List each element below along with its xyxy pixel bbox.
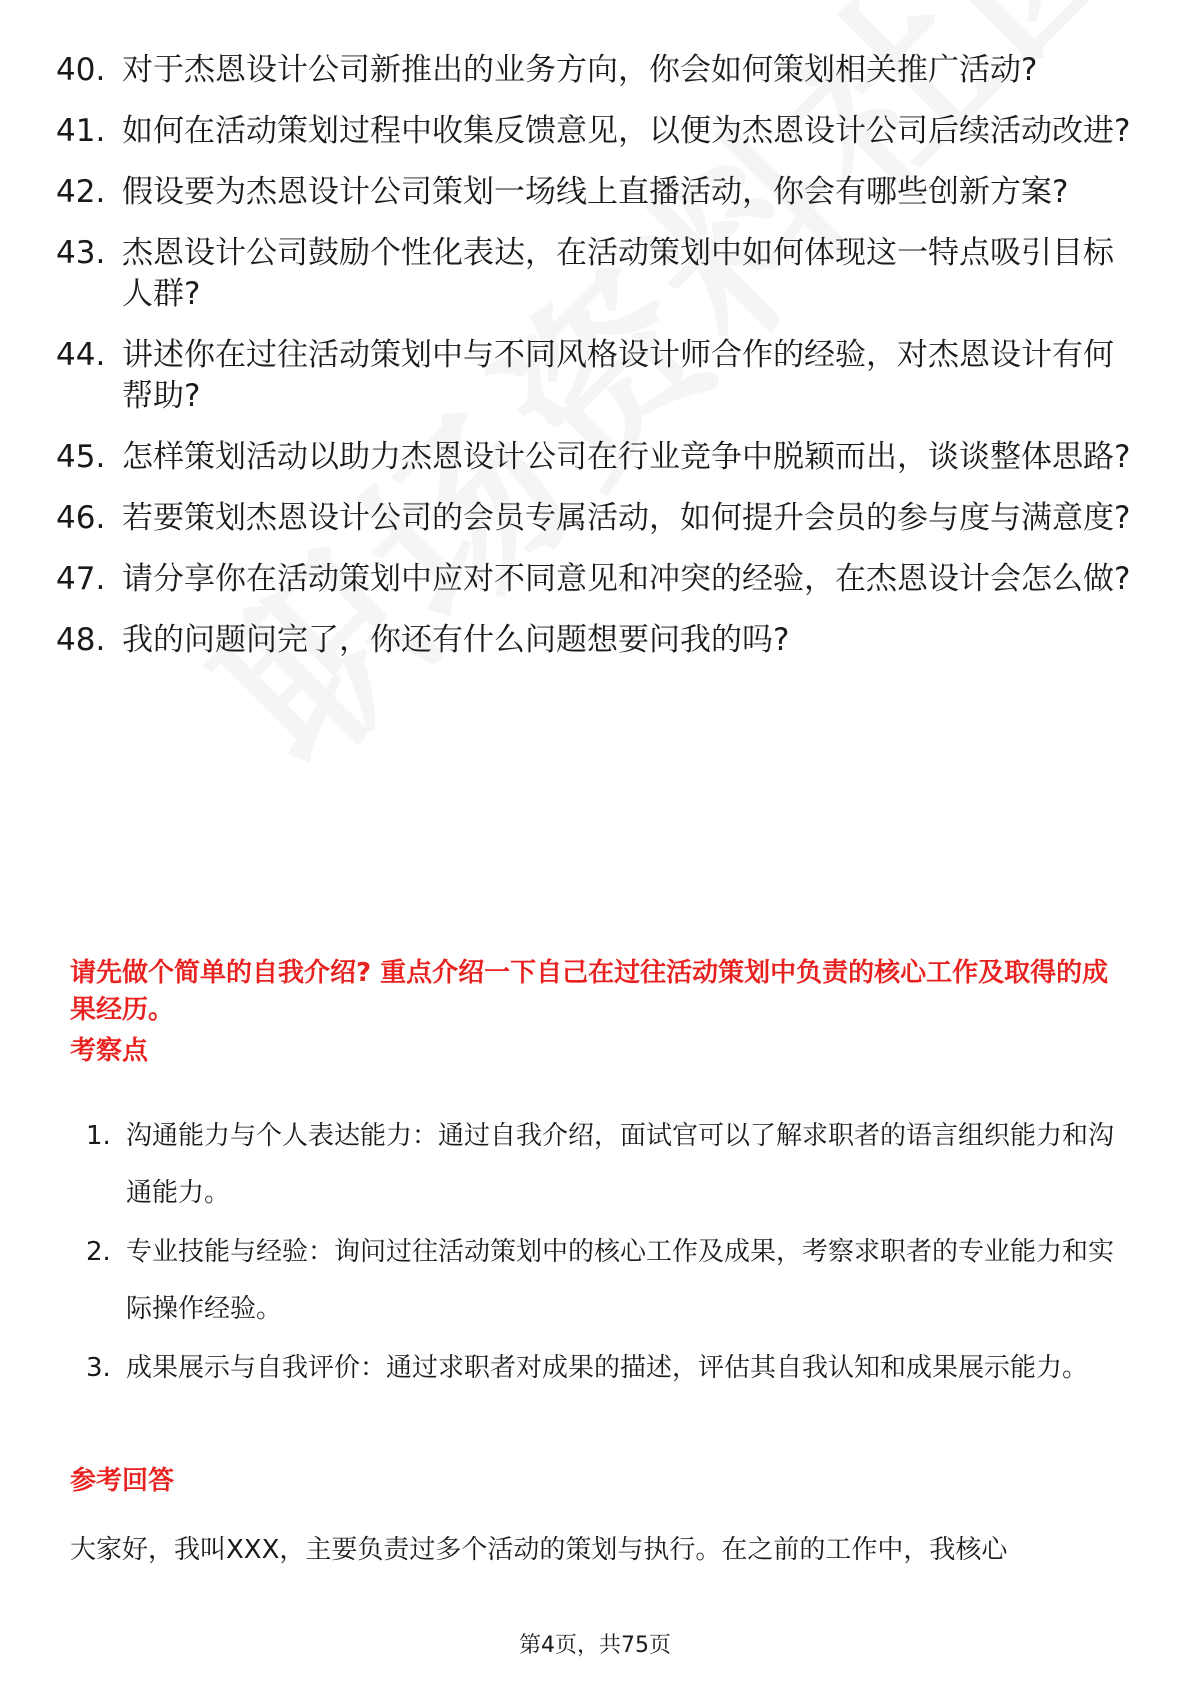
question-text: 请分享你在活动策划中应对不同意见和冲突的经验，在杰恩设计会怎么做?: [122, 561, 1131, 597]
question-item: [56, 233, 1136, 315]
question-number: 48.: [56, 622, 106, 658]
question-text: 讲述你在过往活动策划中与不同风格设计师合作的经验，对杰恩设计有何帮助?: [122, 337, 1114, 414]
focus-point-number: 2.: [86, 1237, 111, 1267]
question-item: [56, 50, 1136, 91]
answer-text: 大家好，我叫XXX，主要负责过多个活动的策划与执行。在之前的工作中，我核心: [70, 1535, 1008, 1565]
focus-points-list: [86, 1108, 1126, 1399]
focus-point: [86, 1224, 1126, 1338]
question-text: 假设要为杰恩设计公司策划一场线上直播活动，你会有哪些创新方案?: [122, 174, 1069, 210]
question-item: [56, 559, 1136, 600]
question-item: [56, 111, 1136, 152]
question-item: [56, 498, 1136, 539]
question-text: 对于杰恩设计公司新推出的业务方向，你会如何策划相关推广活动?: [122, 52, 1038, 88]
question-number: 40.: [56, 52, 106, 88]
question-text: 怎样策划活动以助力杰恩设计公司在行业竞争中脱颖而出，谈谈整体思路?: [122, 439, 1131, 475]
question-number: 45.: [56, 439, 106, 475]
question-item: [56, 335, 1136, 417]
question-item: [56, 172, 1136, 213]
question-item: [56, 437, 1136, 478]
focus-point-number: 3.: [86, 1353, 111, 1383]
question-number: 46.: [56, 500, 106, 536]
question-text: 若要策划杰恩设计公司的会员专属活动，如何提升会员的参与度与满意度?: [122, 500, 1131, 536]
focus-point-text: 专业技能与经验：询问过往活动策划中的核心工作及成果，考察求职者的专业能力和实际操作经验。: [126, 1237, 1115, 1324]
question-number: 42.: [56, 174, 106, 210]
focus-point: [86, 1108, 1126, 1222]
question-item: [56, 620, 1136, 661]
question-number: 41.: [56, 113, 106, 149]
page-footer: 第4页，共75页: [519, 1633, 671, 1658]
answer-heading: 参考回答: [70, 1466, 175, 1496]
question-number: 43.: [56, 235, 106, 271]
focus-point-text: 沟通能力与个人表达能力：通过自我介绍，面试官可以了解求职者的语言组织能力和沟通能力。: [126, 1121, 1115, 1208]
question-list: [56, 50, 1136, 681]
question-text: 如何在活动策划过程中收集反馈意见，以便为杰恩设计公司后续活动改进?: [122, 113, 1131, 149]
focus-point-number: 1.: [86, 1121, 111, 1151]
focus-point: [86, 1340, 1126, 1397]
focus-heading: 考察点: [70, 1036, 149, 1066]
interview-question-heading: 请先做个简单的自我介绍? 重点介绍一下自己在过往活动策划中负责的核心工作及取得的成果经历。: [70, 958, 1109, 1025]
question-text: 我的问题问完了，你还有什么问题想要问我的吗?: [122, 622, 790, 658]
focus-point-text: 成果展示与自我评价：通过求职者对成果的描述，评估其自我认知和成果展示能力。: [126, 1353, 1089, 1383]
question-number: 44.: [56, 337, 106, 373]
question-number: 47.: [56, 561, 106, 597]
question-text: 杰恩设计公司鼓励个性化表达，在活动策划中如何体现这一特点吸引目标人群?: [122, 235, 1114, 312]
